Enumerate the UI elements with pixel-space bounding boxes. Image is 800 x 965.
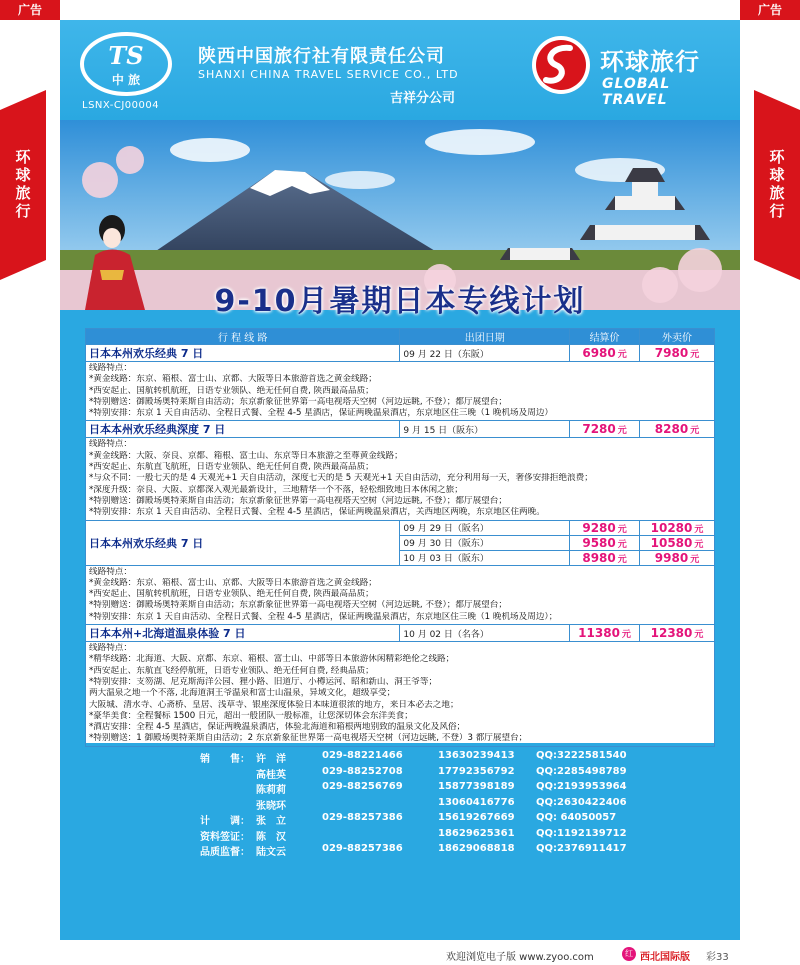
- price-value: 12380: [650, 626, 693, 641]
- contact-name: 张晓环: [256, 800, 286, 812]
- contact-role: 品质监督：: [200, 847, 250, 858]
- price-value: 9980: [654, 550, 689, 565]
- contact-mobile: 18629068818: [438, 843, 515, 854]
- route-name: 日本本州欢乐经典 7 日: [86, 345, 400, 362]
- route-row: [86, 520, 715, 535]
- feature-line: *西安起止、东航直飞经停航班，日语专业领队、绝无任何自费, 经典品质；: [89, 665, 374, 676]
- cts-logo-text: 中 旅: [111, 73, 141, 87]
- contact-qq: QQ:3222581540: [536, 750, 627, 761]
- contact-name: 高桂英: [256, 769, 286, 781]
- feature-line: *特别安排：支笏湖、尼克斯海洋公园、狸小路、旧道厅、小樽运河、昭和新山、洞王爷等；: [89, 676, 438, 687]
- contact-phone: 029-88256769: [322, 781, 403, 792]
- contact-name: 张 立: [256, 816, 286, 827]
- contact-mobile: 17792356792: [438, 765, 515, 777]
- route-name: 日本本州欢乐经典深度 7 日: [86, 421, 400, 438]
- settle-price: [570, 520, 640, 535]
- route-name: 日本本州欢乐经典 7 日: [86, 520, 400, 565]
- contact-mobile: 15619267669: [438, 812, 515, 823]
- company-name-cn: 陕西中国旅行社有限责任公司: [198, 46, 445, 67]
- departure-date: 10 月 02 日（名各）: [400, 625, 570, 642]
- price-value: 6980: [582, 346, 616, 360]
- global-travel-logo-icon: [530, 34, 592, 96]
- retail-price: [640, 535, 715, 550]
- price-unit: 元: [690, 554, 700, 565]
- ad-tag-right: 广告: [740, 0, 800, 20]
- settle-price: [570, 625, 640, 642]
- route-features-row: [86, 438, 715, 520]
- schedule-body: [86, 345, 715, 747]
- retail-price: [640, 345, 715, 362]
- price-unit: 元: [617, 350, 627, 360]
- price-value: 10580: [650, 535, 693, 550]
- route-features: [86, 362, 715, 421]
- col-header-route: 行 程 线 路: [86, 329, 400, 345]
- contact-role: 资料签证：: [200, 831, 250, 843]
- cts-logo: [80, 32, 172, 96]
- feature-line: 线路特点：: [89, 566, 132, 577]
- schedule-sheet: [85, 328, 715, 743]
- side-banner-left: [0, 90, 46, 280]
- route-features: [86, 565, 715, 624]
- settle-price: [570, 345, 640, 362]
- price-value: 9580: [582, 535, 616, 550]
- departure-date: 09 月 30 日（阪东）: [400, 535, 570, 550]
- advert-panel: [60, 20, 740, 940]
- feature-line: *特别赠送：御殿场奥特莱斯自由活动；东京新象征世界第一高电视塔天空树（河边远眺, 不登）；都厅展望台；: [89, 600, 507, 611]
- branch-name: 吉祥分公司: [390, 91, 456, 106]
- footer: [0, 944, 800, 964]
- side-banner-right: [754, 90, 800, 280]
- feature-line: *黄金线路：大阪、奈良、京都、箱根、富士山、东京等日本旅游之至尊黄金线路；: [89, 450, 403, 461]
- feature-line: 线路特点：: [89, 643, 132, 654]
- route-name: 日本本州+北海道温泉体验 7 日: [86, 625, 400, 642]
- contact-phone: 029-88257386: [322, 843, 403, 854]
- feature-line: *黄金线路：东京、箱根、富士山、京都、大阪等日本旅游首选之黄金线路；: [89, 374, 377, 385]
- route-features: [86, 438, 715, 520]
- price-unit: 元: [694, 539, 704, 550]
- feature-line: 线路特点：: [89, 439, 132, 450]
- col-header-retail: 外卖价: [640, 329, 715, 345]
- contact-row: [60, 750, 740, 763]
- contact-qq: QQ: 64050057: [536, 812, 617, 823]
- settle-price: [570, 550, 640, 565]
- contact-phone: 029-88221466: [322, 750, 403, 761]
- route-row: [86, 345, 715, 362]
- contact-phone: 029-88252708: [322, 765, 403, 777]
- contact-role: 计 调：: [200, 816, 250, 827]
- feature-line: *特别赠送：1 御殿场奥特莱斯自由活动；2 东京新象征世界第一高电视塔天空树（河边远眺, 不登）3 都厅展望台；: [89, 733, 528, 744]
- contact-name: 陆文云: [256, 847, 286, 858]
- route-features-row: [86, 565, 715, 624]
- contact-phone: 029-88257386: [322, 812, 403, 823]
- price-unit: 元: [694, 630, 704, 641]
- feature-line: 线路特点：: [89, 363, 132, 373]
- contact-mobile: 15877398189: [438, 781, 515, 792]
- price-value: 7280: [582, 422, 616, 437]
- settle-price: [570, 421, 640, 438]
- contact-qq: QQ:1192139712: [536, 827, 627, 839]
- price-value: 9280: [582, 520, 616, 535]
- ad-tag-left: 广告: [0, 0, 60, 20]
- route-features-row: [86, 642, 715, 747]
- retail-price: [640, 520, 715, 535]
- contact-name: 许 洋: [256, 754, 286, 765]
- price-unit: 元: [617, 524, 627, 535]
- price-unit: 元: [690, 350, 700, 360]
- contact-mobile: 13630239413: [438, 750, 515, 761]
- feature-line: *黄金线路：东京、箱根、富士山、京都、大阪等日本旅游首选之黄金线路；: [89, 577, 377, 588]
- side-banner-text: 环球旅行: [769, 148, 785, 220]
- price-unit: 元: [617, 554, 627, 565]
- price-unit: 元: [621, 630, 631, 641]
- feature-line: *精华线路：北海道、大阪、京都、东京、箱根、富士山、中部等日本旅游休闲精彩绝伦之线路；: [89, 654, 455, 665]
- contact-mobile: 13060416776: [438, 796, 515, 808]
- price-value: 8980: [582, 550, 616, 565]
- contact-qq: QQ:2193953964: [536, 781, 627, 792]
- price-unit: 元: [617, 426, 627, 437]
- contact-row: [60, 766, 740, 779]
- feature-line: *特别安排：东京 1 天自由活动、全程日式餐、全程 4-5 星酒店，保证两晚温泉酒店，关西地区两晚，东京地区住两晚。: [89, 507, 545, 518]
- footer-welcome: 欢迎浏览电子版 www.zyoo.com: [446, 952, 594, 963]
- feature-line: *西安起止、国航转机航班，日语专业领队、绝无任何自费, 陕西最高品质；: [89, 385, 374, 396]
- licence-number: LSNX-CJ00004: [82, 100, 160, 111]
- col-header-date: 出团日期: [400, 329, 570, 345]
- contact-name: 陈 汉: [256, 831, 286, 843]
- route-row: [86, 625, 715, 642]
- route-features-row: [86, 362, 715, 421]
- price-unit: 元: [617, 539, 627, 550]
- header: [60, 20, 740, 120]
- partner-name-en: GLOBAL TRAVEL: [602, 76, 671, 108]
- departure-date: 9 月 15 日（阪东）: [400, 421, 570, 438]
- col-header-settle: 结算价: [570, 329, 640, 345]
- retail-price: [640, 550, 715, 565]
- price-value: 11380: [578, 626, 620, 641]
- contact-role: 销 售：: [200, 754, 250, 765]
- departure-date: 09 月 22 日（东阪）: [400, 345, 570, 362]
- price-unit: 元: [694, 524, 704, 535]
- table-header-row: [86, 329, 715, 345]
- feature-line: *西安起止、国航转机航班，日语专业领队、绝无任何自费, 陕西最高品质；: [89, 589, 374, 600]
- contact-qq: QQ:2285498789: [536, 765, 627, 777]
- contact-row: [60, 781, 740, 794]
- feature-line: *与众不同：一般七天的是 4 天观光+1 天自由活动，深度七天的是 5 天观光+1 天自由活动，充分利用每一天，奢侈安排拒绝浪费；: [89, 473, 593, 484]
- contact-mobile: 18629625361: [438, 827, 515, 839]
- feature-line: *西安起止、东航直飞航班，日语专业领队、绝无任何自费, 陕西最高品质；: [89, 462, 374, 473]
- price-value: 10280: [650, 520, 693, 535]
- schedule-table: [85, 328, 715, 747]
- feature-line: *酒店安排：全程 4-5 星酒店，保证两晚温泉酒店，体验北海道和箱根两地别致的温泉文化及风俗；: [89, 722, 466, 733]
- contact-qq: QQ:2630422406: [536, 796, 627, 808]
- retail-price: [640, 625, 715, 642]
- retail-price: [640, 421, 715, 438]
- feature-line: *特别安排：东京 1 天自由活动、全程日式餐、全程 4-5 星酒店，保证两晚温泉酒店，东京地区住三晚（1 晚机场及周边）: [89, 408, 554, 419]
- price-unit: 元: [690, 426, 700, 437]
- price-value: 8280: [654, 422, 689, 437]
- feature-line: 两大温泉之地一个不落, 北海道洞王爷温泉和富士山温泉，异域文化，超级享受；: [89, 688, 396, 699]
- feature-line: *特别赠送：御殿场奥特莱斯自由活动；东京新象征世界第一高电视塔天空树（河边远眺, 不登）；都厅展望台；: [89, 396, 507, 407]
- route-row: [86, 421, 715, 438]
- contact-qq: QQ:2376911417: [536, 843, 627, 854]
- contact-row: [60, 812, 740, 825]
- page-title: 9-10月暑期日本专线计划: [214, 284, 586, 319]
- departure-date: 10 月 03 日（阪东）: [400, 550, 570, 565]
- feature-line: *特别赠送：御殿场奥特莱斯自由活动；东京新象征世界第一高电视塔天空树（河边远眺, 不登）；都厅展望台；: [89, 495, 507, 506]
- feature-line: *特别安排：东京 1 天自由活动、全程日式餐、全程 4-5 星酒店，保证两晚温泉酒店，东京地区住三晚（1 晚机场及周边）；: [89, 611, 558, 622]
- footer-edition: 西北国际版: [640, 952, 690, 963]
- departure-date: 09 月 29 日（阪名）: [400, 520, 570, 535]
- route-features: [86, 642, 715, 747]
- feature-line: *豪华美食：全程餐标 1500 日元，超出一般团队一般标准，让您深切体会东洋美食；: [89, 710, 413, 721]
- contact-list: [60, 748, 740, 938]
- contact-row: [60, 843, 740, 856]
- partner-name-cn: 环球旅行: [600, 48, 700, 76]
- price-value: 7980: [654, 346, 689, 360]
- settle-price: [570, 535, 640, 550]
- contact-row: [60, 797, 740, 810]
- footer-badge: 红: [622, 947, 636, 961]
- feature-line: *深度升级：奈良、大阪、京都深入观光最新设计，三地精华一个不落，轻松细致地日本休闲之旅；: [89, 484, 463, 495]
- feature-line: 大阪城、清水寺、心斋桥、皇居、浅草寺、银座深度体验日本味道很浓的地方，来日本必去之地；: [89, 699, 459, 710]
- contact-name: 陈莉莉: [256, 785, 286, 796]
- footer-page-number: 彩33: [706, 952, 729, 963]
- contact-row: [60, 828, 740, 841]
- side-banner-text: 环球旅行: [15, 148, 31, 220]
- company-name-en: SHANXI CHINA TRAVEL SERVICE CO., LTD: [198, 68, 459, 81]
- cts-logo-letters: TS: [108, 41, 144, 70]
